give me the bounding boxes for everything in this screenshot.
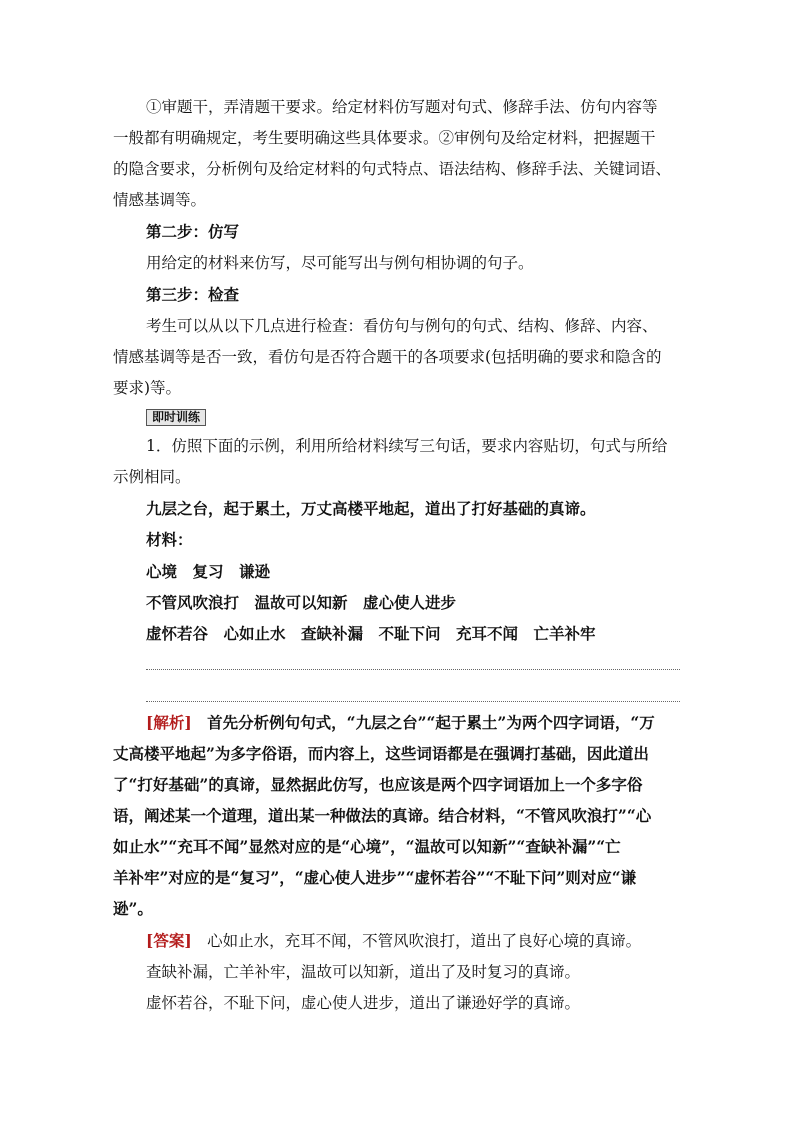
analysis-line-3: 了“打好基础”的真谛，显然据此仿写，也应该是两个四字词语加上一个多字俗 (113, 775, 643, 794)
question-line-1: 1．仿照下面的示例，利用所给材料续写三句话，要求内容贴切，句式与所给 (146, 437, 668, 455)
intro-line-3: 的隐含要求，分析例句及给定材料的句式特点、语法结构、修辞手法、关键词语、 (113, 160, 672, 178)
step3-line-2: 情感基调等是否一致，看仿句是否符合题干的各项要求(包括明确的要求和隐含的 (113, 348, 662, 366)
material-words-3: 虚怀若谷 心如止水 查缺补漏 不耻下问 充耳不闻 亡羊补牢 (146, 624, 596, 643)
answer-text-1: 心如止水，充耳不闻，不管风吹浪打，道出了良好心境的真谛。 (191, 932, 642, 950)
step2-title: 第二步：仿写 (146, 222, 240, 241)
material-label: 材料： (146, 530, 193, 549)
analysis-text: 首先分析例句句式，“九层之台”“起于累土”为两个四字词语，“万 (191, 713, 655, 732)
answer-blank-line (146, 669, 680, 670)
answer-line-2: 查缺补漏，亡羊补牢，温故可以知新，道出了及时复习的真谛。 (146, 963, 581, 981)
intro-line-2: 一般都有明确规定，考生要明确这些具体要求。②审例句及给定材料，把握题干 (113, 129, 656, 147)
material-words-2: 不管风吹浪打 温故可以知新 虚心使人进步 (146, 593, 457, 612)
answer-blank-line (146, 701, 680, 702)
analysis-label: [解析] (146, 713, 192, 732)
analysis-line-2: 丈高楼平地起”为多字俗语，而内容上，这些词语都是在强调打基础，因此道出 (113, 744, 649, 763)
answer-line-3: 虚怀若谷，不耻下问，虚心使人进步，道出了谦逊好学的真谛。 (146, 994, 581, 1012)
question-line-2: 示例相同。 (113, 468, 191, 486)
step3-line-3: 要求)等。 (113, 379, 182, 397)
step3-line-1: 考生可以从以下几点进行检查：看仿句与例句的句式、结构、修辞、内容、 (146, 317, 658, 335)
analysis-line-5: 如止水”“充耳不闻”显然对应的是“心境”，“温故可以知新”“查缺补漏”“亡 (113, 837, 621, 856)
step2-text: 用给定的材料来仿写，尽可能写出与例句相协调的句子。 (146, 254, 534, 272)
practice-tag: 即时训练 (146, 409, 206, 426)
example-sentence: 九层之台，起于累土，万丈高楼平地起，道出了打好基础的真谛。 (146, 499, 596, 518)
answer-label: [答案] (146, 931, 192, 950)
intro-line-4: 情感基调等。 (113, 191, 207, 209)
analysis-line-4: 语，阐述某一个道理，道出某一种做法的真谛。结合材料，“不管风吹浪打”“心 (113, 806, 652, 825)
analysis-line-7: 逊”。 (113, 899, 153, 918)
answer-line-1 (146, 931, 716, 951)
material-words-1: 心境 复习 谦逊 (146, 562, 271, 581)
step3-title: 第三步：检查 (146, 285, 240, 304)
analysis-line-1 (146, 713, 716, 733)
analysis-line-6: 羊补牢”对应的是“复习”，“虚心使人进步”“虚怀若谷”“不耻下问”则对应“谦 (113, 868, 637, 887)
intro-line-1: ①审题干，弄清题干要求。给定材料仿写题对句式、修辞手法、仿句内容等 (146, 98, 658, 116)
